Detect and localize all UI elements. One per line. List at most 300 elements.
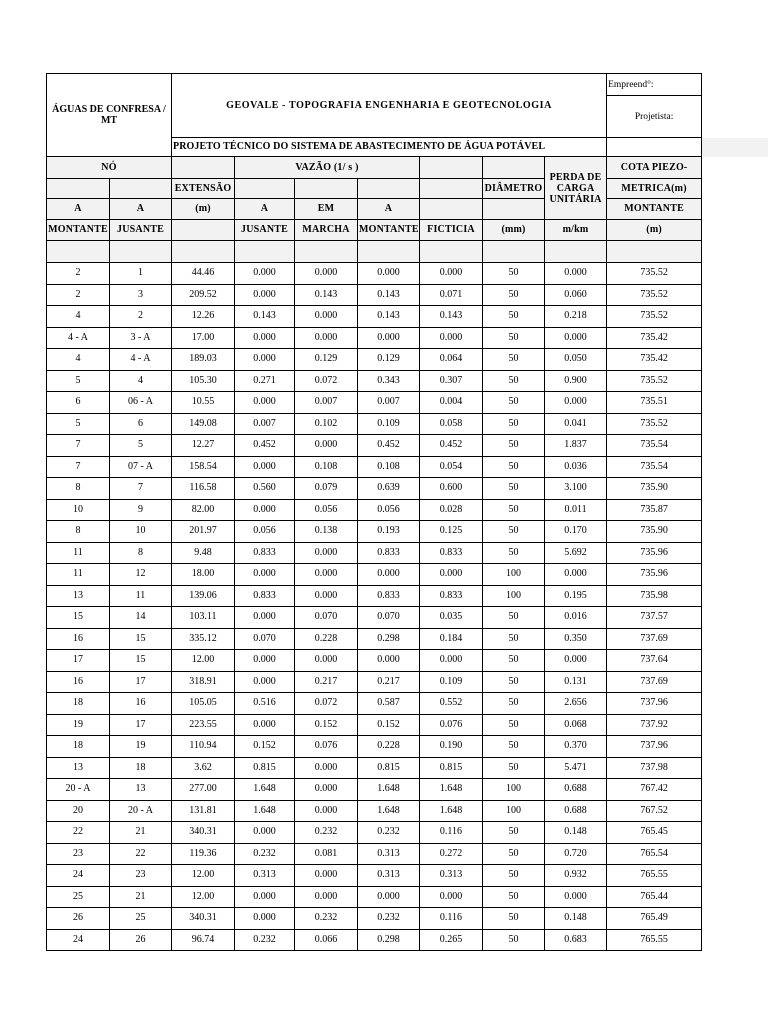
cell-flow-fictitious: 1.648: [420, 779, 483, 801]
cell-node-upstream: 15: [47, 607, 110, 629]
empreend-label: Empreend°:: [607, 74, 702, 96]
cell-unit-head-loss: 0.131: [545, 671, 607, 693]
cell-unit-head-loss: 5.471: [545, 757, 607, 779]
cell-extension: 105.05: [172, 693, 235, 715]
cell-node-downstream: 19: [110, 736, 172, 758]
col-blank-fict: [420, 157, 483, 179]
cell-flow-downstream: 0.007: [235, 413, 295, 435]
cell-extension: 12.26: [172, 306, 235, 328]
cell-flow-fictitious: 0.313: [420, 865, 483, 887]
cell-piezometric-head: 737.98: [607, 757, 702, 779]
cell-flow-fictitious: 0.143: [420, 306, 483, 328]
cell-flow-upstream: 0.815: [358, 757, 420, 779]
cell-diameter: 50: [483, 736, 545, 758]
hydraulic-calculation-table: [46, 73, 702, 951]
cell-flow-upstream: 0.152: [358, 714, 420, 736]
cell-flow-en-route: 0.079: [295, 478, 358, 500]
header-blank-cell: [607, 138, 702, 157]
cell-flow-fictitious: 0.452: [420, 435, 483, 457]
cell-flow-en-route: 0.232: [295, 908, 358, 930]
cell-flow-fictitious: 0.076: [420, 714, 483, 736]
cell-node-upstream: 13: [47, 585, 110, 607]
spacer-cell: [358, 241, 420, 263]
table-row: [47, 263, 702, 285]
cell-unit-head-loss: 0.688: [545, 800, 607, 822]
cell-flow-en-route: 0.007: [295, 392, 358, 414]
cell-node-upstream: 4: [47, 306, 110, 328]
cell-flow-en-route: 0.232: [295, 822, 358, 844]
cell-node-upstream: 18: [47, 736, 110, 758]
col-blank-g: [420, 199, 483, 220]
cell-flow-en-route: 0.072: [295, 370, 358, 392]
cell-node-upstream: 24: [47, 865, 110, 887]
cell-flow-downstream: 0.070: [235, 628, 295, 650]
cell-node-downstream: 15: [110, 650, 172, 672]
cell-piezometric-head: 735.54: [607, 435, 702, 457]
spacer-cell: [47, 241, 110, 263]
cell-diameter: 50: [483, 284, 545, 306]
table-row: [47, 542, 702, 564]
cell-node-downstream: 6: [110, 413, 172, 435]
cell-extension: 3.62: [172, 757, 235, 779]
col-blank-h: [483, 199, 545, 220]
cell-flow-fictitious: 0.265: [420, 929, 483, 951]
cell-flow-downstream: 0.516: [235, 693, 295, 715]
cell-node-upstream: 5: [47, 370, 110, 392]
cell-flow-upstream: 0.587: [358, 693, 420, 715]
col-vazao: VAZÃO (1/ s ): [235, 157, 420, 179]
cell-flow-upstream: 0.143: [358, 306, 420, 328]
cell-unit-head-loss: 0.170: [545, 521, 607, 543]
cell-node-downstream: 4 - A: [110, 349, 172, 371]
cell-flow-en-route: 0.000: [295, 542, 358, 564]
table-row: [47, 736, 702, 758]
cell-node-downstream: 17: [110, 671, 172, 693]
cell-flow-en-route: 0.000: [295, 650, 358, 672]
cell-flow-upstream: 1.648: [358, 779, 420, 801]
cell-node-upstream: 16: [47, 628, 110, 650]
cell-diameter: 50: [483, 628, 545, 650]
cell-diameter: 50: [483, 306, 545, 328]
cell-node-downstream: 21: [110, 822, 172, 844]
col-blank-e: [358, 179, 420, 199]
cell-extension: 12.00: [172, 650, 235, 672]
cell-unit-head-loss: 0.683: [545, 929, 607, 951]
cell-flow-upstream: 0.129: [358, 349, 420, 371]
col-blank-i: [172, 220, 235, 241]
cell-flow-downstream: 1.648: [235, 800, 295, 822]
cell-diameter: 50: [483, 370, 545, 392]
col-blank-c: [235, 179, 295, 199]
cell-node-upstream: 10: [47, 499, 110, 521]
project-title: PROJETO TÉCNICO DO SISTEMA DE ABASTECIMENTO DE ÁGUA POTÁVEL: [172, 138, 607, 157]
sheet-gray-band: [701, 138, 768, 157]
cell-flow-en-route: 0.000: [295, 263, 358, 285]
table-row: [47, 478, 702, 500]
cell-diameter: 50: [483, 757, 545, 779]
cell-node-upstream: 11: [47, 542, 110, 564]
cell-flow-fictitious: 0.054: [420, 456, 483, 478]
cell-flow-en-route: 0.000: [295, 886, 358, 908]
cell-extension: 277.00: [172, 779, 235, 801]
cell-flow-fictitious: 0.116: [420, 822, 483, 844]
cell-unit-head-loss: 1.837: [545, 435, 607, 457]
cell-node-downstream: 23: [110, 865, 172, 887]
cell-node-downstream: 4: [110, 370, 172, 392]
table-row: [47, 843, 702, 865]
cell-piezometric-head: 767.42: [607, 779, 702, 801]
table-row: [47, 822, 702, 844]
table-row: [47, 671, 702, 693]
cell-diameter: 50: [483, 671, 545, 693]
cell-unit-head-loss: 0.720: [545, 843, 607, 865]
cell-diameter: 50: [483, 843, 545, 865]
table-row: [47, 908, 702, 930]
cell-piezometric-head: 735.98: [607, 585, 702, 607]
cell-node-upstream: 4 - A: [47, 327, 110, 349]
cell-piezometric-head: 735.90: [607, 478, 702, 500]
cell-extension: 119.36: [172, 843, 235, 865]
cell-extension: 12.00: [172, 886, 235, 908]
cell-extension: 149.08: [172, 413, 235, 435]
cell-node-downstream: 25: [110, 908, 172, 930]
cell-piezometric-head: 765.44: [607, 886, 702, 908]
cell-node-downstream: 2: [110, 306, 172, 328]
cell-flow-downstream: 0.000: [235, 456, 295, 478]
table-row: [47, 456, 702, 478]
spacer-cell: [483, 241, 545, 263]
cell-flow-downstream: 0.833: [235, 585, 295, 607]
table-row: [47, 284, 702, 306]
cell-node-upstream: 22: [47, 822, 110, 844]
cell-node-downstream: 13: [110, 779, 172, 801]
cell-flow-downstream: 0.056: [235, 521, 295, 543]
col-a-4: A: [358, 199, 420, 220]
cell-unit-head-loss: 0.148: [545, 822, 607, 844]
cell-node-downstream: 14: [110, 607, 172, 629]
cell-flow-en-route: 0.217: [295, 671, 358, 693]
cell-flow-en-route: 0.000: [295, 865, 358, 887]
cell-unit-head-loss: 0.000: [545, 263, 607, 285]
cell-diameter: 50: [483, 607, 545, 629]
cell-node-downstream: 1: [110, 263, 172, 285]
cell-diameter: 50: [483, 349, 545, 371]
cell-piezometric-head: 765.55: [607, 865, 702, 887]
cell-extension: 340.31: [172, 822, 235, 844]
cell-piezometric-head: 735.52: [607, 413, 702, 435]
cell-node-upstream: 2: [47, 263, 110, 285]
cell-unit-head-loss: 3.100: [545, 478, 607, 500]
col-m-2: (m): [607, 220, 702, 241]
cell-piezometric-head: 765.49: [607, 908, 702, 930]
cell-flow-upstream: 0.313: [358, 843, 420, 865]
cell-diameter: 100: [483, 779, 545, 801]
cell-node-upstream: 24: [47, 929, 110, 951]
cell-extension: 335.12: [172, 628, 235, 650]
cell-flow-downstream: 0.152: [235, 736, 295, 758]
cell-unit-head-loss: 0.000: [545, 327, 607, 349]
cell-extension: 116.58: [172, 478, 235, 500]
table-row: [47, 714, 702, 736]
cell-flow-upstream: 0.056: [358, 499, 420, 521]
cell-flow-upstream: 0.833: [358, 585, 420, 607]
table-row: [47, 585, 702, 607]
cell-piezometric-head: 735.96: [607, 564, 702, 586]
cell-piezometric-head: 737.92: [607, 714, 702, 736]
cell-flow-fictitious: 0.071: [420, 284, 483, 306]
cell-piezometric-head: 737.64: [607, 650, 702, 672]
cell-node-upstream: 25: [47, 886, 110, 908]
cell-piezometric-head: 735.52: [607, 284, 702, 306]
cell-node-downstream: 3 - A: [110, 327, 172, 349]
table-row: [47, 349, 702, 371]
col-a-1: A: [47, 199, 110, 220]
cell-extension: 9.48: [172, 542, 235, 564]
cell-flow-upstream: 0.313: [358, 865, 420, 887]
cell-flow-fictitious: 0.125: [420, 521, 483, 543]
cell-flow-en-route: 0.000: [295, 435, 358, 457]
cell-flow-fictitious: 1.648: [420, 800, 483, 822]
col-montante-1: MONTANTE: [47, 220, 110, 241]
cell-unit-head-loss: 0.011: [545, 499, 607, 521]
cell-flow-downstream: 0.452: [235, 435, 295, 457]
col-a-2: A: [110, 199, 172, 220]
col-diametro: DIÂMETRO: [483, 179, 545, 199]
cell-extension: 18.00: [172, 564, 235, 586]
cell-flow-fictitious: 0.000: [420, 327, 483, 349]
cell-flow-en-route: 0.000: [295, 779, 358, 801]
table-row: [47, 628, 702, 650]
cell-unit-head-loss: 2.656: [545, 693, 607, 715]
cell-flow-en-route: 0.000: [295, 327, 358, 349]
cell-extension: 131.81: [172, 800, 235, 822]
table-row: [47, 413, 702, 435]
cell-extension: 10.55: [172, 392, 235, 414]
cell-node-downstream: 9: [110, 499, 172, 521]
cell-piezometric-head: 735.42: [607, 327, 702, 349]
cell-flow-downstream: 0.000: [235, 886, 295, 908]
col-em: EM: [295, 199, 358, 220]
cell-diameter: 50: [483, 693, 545, 715]
cell-flow-downstream: 0.313: [235, 865, 295, 887]
cell-flow-upstream: 0.070: [358, 607, 420, 629]
col-ficticia: FICTICIA: [420, 220, 483, 241]
cell-unit-head-loss: 0.218: [545, 306, 607, 328]
spacer-cell: [607, 241, 702, 263]
cell-unit-head-loss: 0.000: [545, 564, 607, 586]
cell-flow-downstream: 0.000: [235, 284, 295, 306]
cell-piezometric-head: 735.42: [607, 349, 702, 371]
cell-extension: 96.74: [172, 929, 235, 951]
cell-piezometric-head: 767.52: [607, 800, 702, 822]
cell-diameter: 50: [483, 499, 545, 521]
cell-flow-upstream: 1.648: [358, 800, 420, 822]
spacer-cell: [235, 241, 295, 263]
cell-diameter: 50: [483, 822, 545, 844]
cell-extension: 158.54: [172, 456, 235, 478]
cell-node-upstream: 26: [47, 908, 110, 930]
cell-flow-upstream: 0.298: [358, 628, 420, 650]
cell-node-upstream: 18: [47, 693, 110, 715]
cell-unit-head-loss: 0.900: [545, 370, 607, 392]
cell-piezometric-head: 765.55: [607, 929, 702, 951]
cell-extension: 103.11: [172, 607, 235, 629]
cell-flow-en-route: 0.129: [295, 349, 358, 371]
cell-flow-downstream: 0.000: [235, 263, 295, 285]
cell-flow-en-route: 0.000: [295, 306, 358, 328]
cell-extension: 139.06: [172, 585, 235, 607]
cell-flow-downstream: 0.000: [235, 908, 295, 930]
cell-node-downstream: 7: [110, 478, 172, 500]
table-body: [47, 263, 702, 951]
col-marcha: MARCHA: [295, 220, 358, 241]
cell-flow-downstream: 0.000: [235, 392, 295, 414]
cell-flow-upstream: 0.232: [358, 908, 420, 930]
cell-flow-en-route: 0.000: [295, 800, 358, 822]
cell-flow-upstream: 0.833: [358, 542, 420, 564]
cell-diameter: 50: [483, 908, 545, 930]
cell-flow-fictitious: 0.000: [420, 564, 483, 586]
cell-diameter: 50: [483, 478, 545, 500]
cell-piezometric-head: 737.96: [607, 736, 702, 758]
col-blank-d: [295, 179, 358, 199]
cell-flow-fictitious: 0.833: [420, 542, 483, 564]
table-row: [47, 650, 702, 672]
cell-node-downstream: 3: [110, 284, 172, 306]
cell-flow-upstream: 0.007: [358, 392, 420, 414]
cell-node-upstream: 7: [47, 435, 110, 457]
col-blank-a: [47, 179, 110, 199]
cell-extension: 44.46: [172, 263, 235, 285]
cell-extension: 223.55: [172, 714, 235, 736]
cell-diameter: 100: [483, 564, 545, 586]
cell-node-upstream: 20: [47, 800, 110, 822]
cell-flow-en-route: 0.108: [295, 456, 358, 478]
cell-flow-downstream: 0.000: [235, 607, 295, 629]
cell-flow-fictitious: 0.815: [420, 757, 483, 779]
cell-piezometric-head: 735.52: [607, 370, 702, 392]
cell-flow-upstream: 0.343: [358, 370, 420, 392]
cell-unit-head-loss: 0.000: [545, 392, 607, 414]
cell-unit-head-loss: 0.370: [545, 736, 607, 758]
cell-flow-fictitious: 0.028: [420, 499, 483, 521]
cell-node-downstream: 5: [110, 435, 172, 457]
cell-flow-downstream: 0.815: [235, 757, 295, 779]
cell-extension: 201.97: [172, 521, 235, 543]
cell-flow-en-route: 0.076: [295, 736, 358, 758]
cell-flow-en-route: 0.152: [295, 714, 358, 736]
spacer-cell: [295, 241, 358, 263]
table-row: [47, 886, 702, 908]
cell-node-upstream: 11: [47, 564, 110, 586]
col-jusante-1: JUSANTE: [110, 220, 172, 241]
cell-node-downstream: 10: [110, 521, 172, 543]
cell-node-downstream: 12: [110, 564, 172, 586]
col-cota-1: COTA PIEZO-: [607, 157, 702, 179]
cell-unit-head-loss: 0.688: [545, 779, 607, 801]
cell-flow-en-route: 0.081: [295, 843, 358, 865]
cell-piezometric-head: 765.54: [607, 843, 702, 865]
cell-flow-upstream: 0.143: [358, 284, 420, 306]
cell-diameter: 50: [483, 435, 545, 457]
cell-flow-fictitious: 0.000: [420, 886, 483, 908]
cell-flow-upstream: 0.452: [358, 435, 420, 457]
table-row: [47, 607, 702, 629]
spacer-cell: [172, 241, 235, 263]
cell-unit-head-loss: 0.932: [545, 865, 607, 887]
col-blank-ext: [172, 157, 235, 179]
cell-node-downstream: 07 - A: [110, 456, 172, 478]
cell-node-upstream: 20 - A: [47, 779, 110, 801]
table-row: [47, 779, 702, 801]
cell-flow-upstream: 0.000: [358, 564, 420, 586]
cell-diameter: 50: [483, 714, 545, 736]
cell-unit-head-loss: 0.036: [545, 456, 607, 478]
cell-unit-head-loss: 0.000: [545, 650, 607, 672]
cell-flow-fictitious: 0.116: [420, 908, 483, 930]
cell-extension: 209.52: [172, 284, 235, 306]
cell-flow-upstream: 0.000: [358, 650, 420, 672]
cell-flow-downstream: 0.000: [235, 327, 295, 349]
cell-unit-head-loss: 0.350: [545, 628, 607, 650]
cell-piezometric-head: 735.51: [607, 392, 702, 414]
cell-piezometric-head: 737.69: [607, 671, 702, 693]
cell-diameter: 50: [483, 542, 545, 564]
cell-flow-en-route: 0.138: [295, 521, 358, 543]
cell-flow-en-route: 0.143: [295, 284, 358, 306]
cell-piezometric-head: 735.52: [607, 263, 702, 285]
cell-flow-fictitious: 0.000: [420, 263, 483, 285]
cell-flow-en-route: 0.070: [295, 607, 358, 629]
table-row: [47, 370, 702, 392]
table-row: [47, 564, 702, 586]
col-jusante-2: JUSANTE: [235, 220, 295, 241]
cell-piezometric-head: 765.45: [607, 822, 702, 844]
cell-piezometric-head: 735.90: [607, 521, 702, 543]
cell-unit-head-loss: 0.016: [545, 607, 607, 629]
table-row: [47, 929, 702, 951]
cell-flow-en-route: 0.102: [295, 413, 358, 435]
cell-unit-head-loss: 0.068: [545, 714, 607, 736]
cell-flow-downstream: 0.000: [235, 822, 295, 844]
cell-flow-fictitious: 0.004: [420, 392, 483, 414]
col-m: (m): [172, 199, 235, 220]
cell-unit-head-loss: 0.060: [545, 284, 607, 306]
cell-node-downstream: 18: [110, 757, 172, 779]
cell-flow-downstream: 0.000: [235, 564, 295, 586]
cell-diameter: 50: [483, 929, 545, 951]
cell-flow-fictitious: 0.000: [420, 650, 483, 672]
cell-extension: 12.00: [172, 865, 235, 887]
col-montante-2: MONTANTE: [358, 220, 420, 241]
table-row: [47, 693, 702, 715]
table-row: [47, 757, 702, 779]
table-row: [47, 392, 702, 414]
cell-node-downstream: 26: [110, 929, 172, 951]
cell-node-upstream: 2: [47, 284, 110, 306]
cell-flow-fictitious: 0.058: [420, 413, 483, 435]
cell-node-upstream: 16: [47, 671, 110, 693]
cell-node-downstream: 8: [110, 542, 172, 564]
cell-flow-upstream: 0.639: [358, 478, 420, 500]
cell-flow-upstream: 0.108: [358, 456, 420, 478]
cell-extension: 82.00: [172, 499, 235, 521]
cell-flow-en-route: 0.066: [295, 929, 358, 951]
cell-flow-upstream: 0.232: [358, 822, 420, 844]
cell-extension: 189.03: [172, 349, 235, 371]
cell-flow-downstream: 0.000: [235, 671, 295, 693]
cell-flow-downstream: 0.000: [235, 650, 295, 672]
